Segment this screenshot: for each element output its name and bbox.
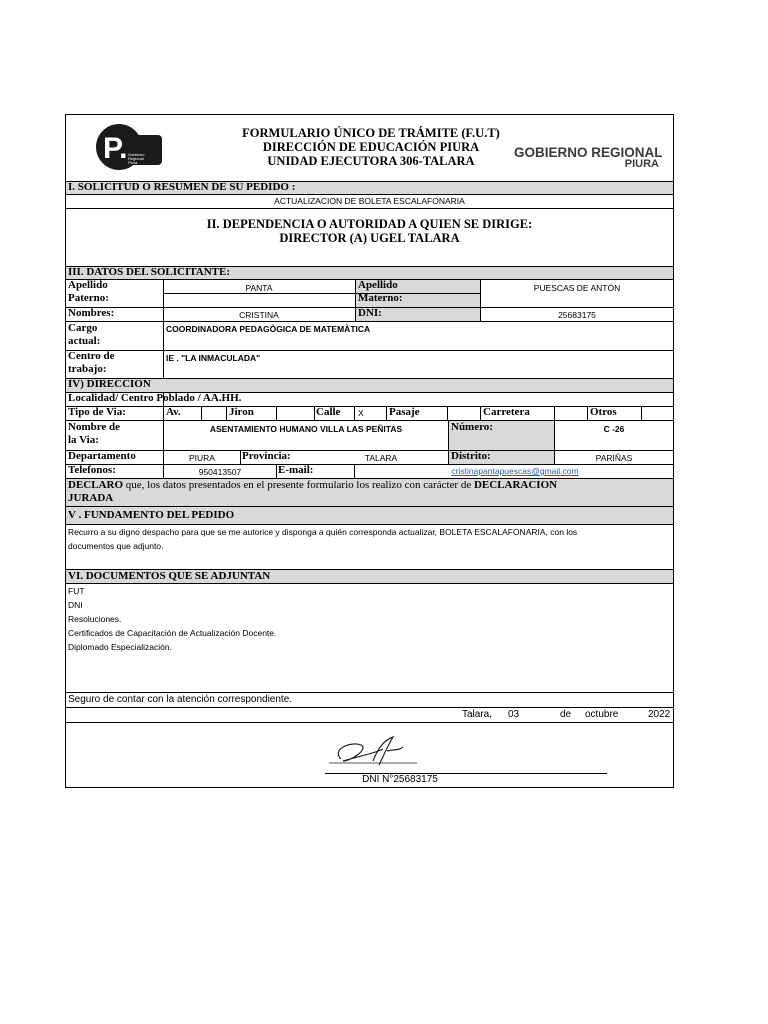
date-year: 2022 <box>648 709 671 720</box>
document-item: DNI <box>68 600 83 610</box>
av-label: Av. <box>166 406 181 418</box>
tipo-via-label: Tipo de Via: <box>68 406 126 418</box>
departamento-value: PIURA <box>189 453 215 463</box>
right-logo <box>514 146 664 170</box>
dni-label: DNI: <box>358 307 382 319</box>
provincia-value: TALARA <box>364 453 398 463</box>
addressee: DIRECTOR (A) UGEL TALARA <box>279 231 460 245</box>
nombre-via-value: ASENTAMIENTO HUMANO VILLA LAS PEÑITAS <box>209 424 403 434</box>
declaracion-bold: DECLARACION <box>473 479 558 491</box>
departamento-label: Departamento <box>68 450 136 462</box>
direction-title: DIRECCIÓN DE EDUCACIÓN PIURA <box>262 140 480 154</box>
form-title: FORMULARIO ÚNICO DE TRÁMITE (F.U.T) <box>242 126 500 140</box>
gobierno-regional-text: GOBIERNO REGIONAL <box>514 145 663 160</box>
cargo-label-2: actual: <box>68 335 101 347</box>
centro-value: IE . "LA INMACULADA" <box>166 353 261 363</box>
nombres-value: CRISTINA <box>239 310 279 320</box>
document-item: FUT <box>68 586 85 596</box>
distrito-label: Distrito: <box>451 450 491 462</box>
signature-icon <box>321 731 421 771</box>
otros-label: Otros <box>590 406 617 418</box>
jiron-label: Jiron <box>229 406 254 418</box>
unit-title: UNIDAD EJECUTORA 306-TALARA <box>267 154 475 168</box>
apellido-materno-value: PUESCAS DE ANTÒN <box>533 283 621 293</box>
signature-dni: DNI N°25683175 <box>362 774 438 785</box>
document-item: Resoluciones. <box>68 614 122 624</box>
apellido-paterno-value: PANTA <box>245 283 273 293</box>
apellido-materno-label-2: Materno: <box>358 292 403 304</box>
centro-label-1: Centro de <box>68 350 115 362</box>
declaro-text <box>68 479 668 505</box>
section2-title: II. DEPENDENCIA O AUTORIDAD A QUIEN SE DIRIGE: <box>206 217 533 231</box>
section5-title: V . FUNDAMENTO DEL PEDIDO <box>68 509 235 521</box>
closing-text: Seguro de contar con la atención correspondiente. <box>68 694 293 705</box>
carretera-label: Carretera <box>483 406 530 418</box>
date-day: 03 <box>508 709 520 720</box>
centro-label-2: trabajo: <box>68 363 107 375</box>
date-line <box>66 709 675 721</box>
date-month: octubre <box>585 709 619 720</box>
nombre-via-label-1: Nombre de <box>68 421 121 433</box>
svg-text:Piura: Piura <box>128 160 138 165</box>
fundamento-line-1: Recurro a su digno despacho para que se me autorice y disponga a quién corresponda actualizar, BOLETA ESCALAFONARIA, con los <box>68 527 578 537</box>
svg-text:Regional: Regional <box>128 156 144 161</box>
numero-label: Número: <box>451 421 493 433</box>
request-summary: ACTUALIZACION DE BOLETA ESCALAFONARIA <box>274 196 465 206</box>
declaro-bold: DECLARO <box>68 479 124 491</box>
apellido-materno-label-1: Apellido <box>358 279 398 291</box>
date-de: de <box>560 709 572 720</box>
piura-text: PIURA <box>624 158 659 170</box>
distrito-value: PARIÑAS <box>595 453 633 463</box>
telefono-value: 950413507 <box>198 467 242 477</box>
document-item: Diplomado Especialización. <box>68 642 172 652</box>
nombres-label: Nombres: <box>68 307 115 319</box>
section1-title: I. SOLICITUD O RESUMEN DE SU PEDIDO : <box>68 181 296 193</box>
dni-value: 25683175 <box>558 310 596 320</box>
svg-text:P.: P. <box>103 132 128 165</box>
apellido-paterno-label-1: Apellido <box>68 279 108 291</box>
localidad-label: Localidad/ Centro Poblado / AA.HH. <box>68 392 242 404</box>
telefonos-label: Telefonos: <box>68 464 116 476</box>
svg-text:Gobierno: Gobierno <box>128 152 145 157</box>
numero-value: C -26 <box>603 424 625 434</box>
calle-mark: X <box>358 408 364 418</box>
fundamento-line-2: documentos que adjunto. <box>68 541 164 551</box>
section6-title: VI. DOCUMENTOS QUE SE ADJUNTAN <box>68 570 271 582</box>
email-link[interactable]: cristinapantapuescas@gmail.com <box>451 466 579 476</box>
apellido-paterno-label-2: Paterno: <box>68 292 109 304</box>
declaro-body: que, los datos presentados en el presente formulario los realizo con carácter de <box>123 479 474 491</box>
pasaje-label: Pasaje <box>389 406 420 418</box>
fut-form <box>65 114 674 788</box>
section4-title: IV) DIRECCION <box>68 378 151 390</box>
left-logo <box>96 123 162 171</box>
date-city: Talara, <box>462 709 493 720</box>
nombre-via-label-2: la Via: <box>68 434 99 446</box>
section3-title: III. DATOS DEL SOLICITANTE: <box>68 266 230 278</box>
provincia-label: Provincia: <box>242 450 291 462</box>
calle-label: Calle <box>316 406 341 418</box>
cargo-label-1: Cargo <box>68 322 98 334</box>
document-item: Certificados de Capacitación de Actualización Docente. <box>68 628 277 638</box>
jurada-bold: JURADA <box>68 492 114 504</box>
email-label: E-mail: <box>278 464 314 476</box>
cargo-value: COORDINADORA PEDAGÒGICA DE MATEMÀTICA <box>166 324 371 334</box>
gobierno-piura-logo-icon <box>96 123 162 171</box>
